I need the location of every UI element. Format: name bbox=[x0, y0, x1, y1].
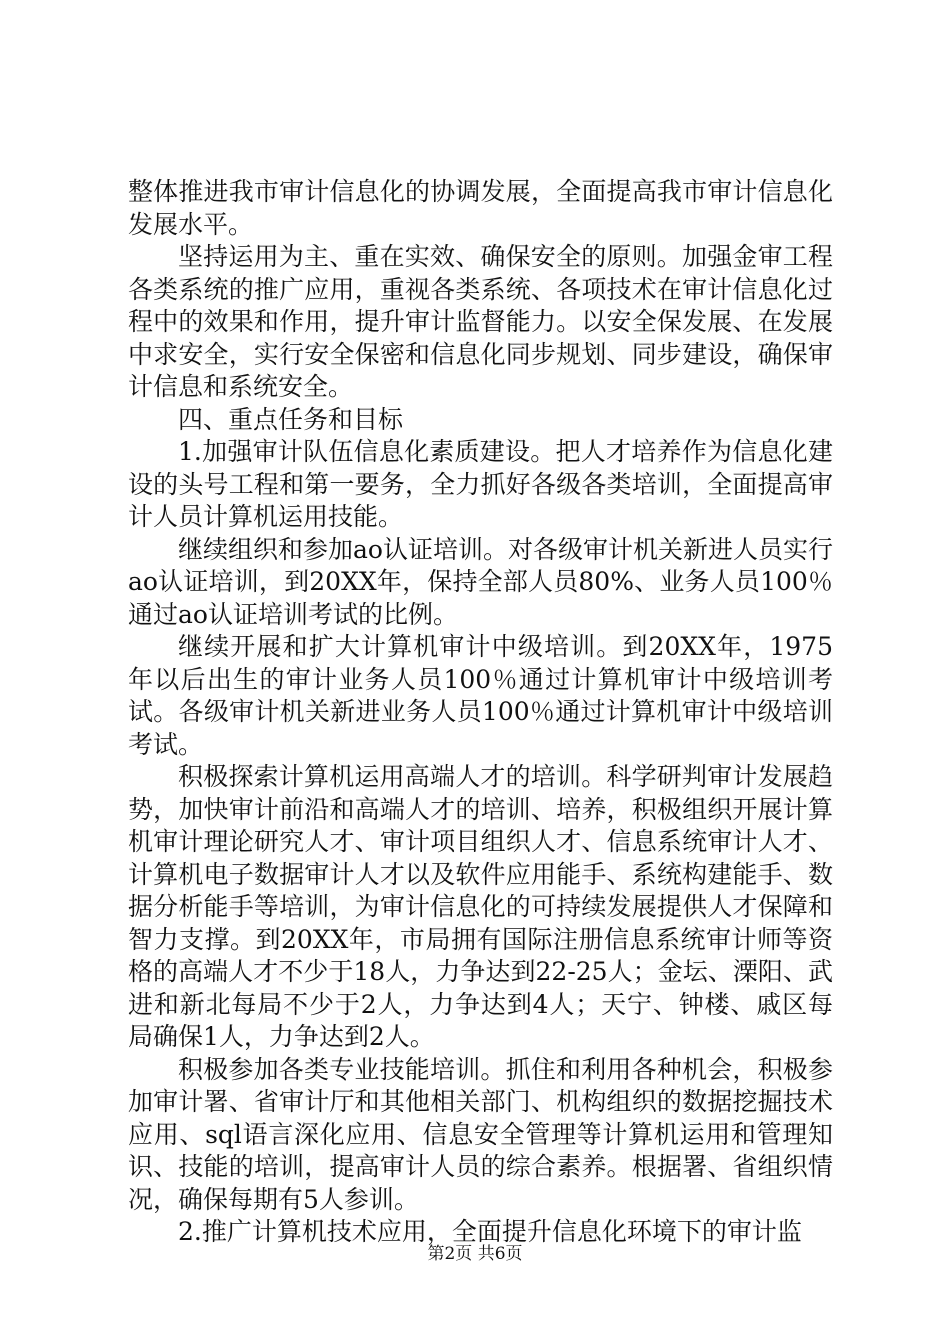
document-body bbox=[128, 176, 833, 1249]
paragraph: 继续开展和扩大计算机审计中级培训。到20XX年，1975年以后出生的审计业务人员100％通过计算机审计中级培训考试。各级审计机关新进业务人员100％通过计算机审计中级培训考试。 bbox=[128, 632, 833, 759]
paragraph: 积极参加各类专业技能培训。抓住和利用各种机会，积极参加审计署、省审计厅和其他相关部门、机构组织的数据挖掘技术应用、sql语言深化应用、信息安全管理等计算机运用和管理知识、技能的培训，提高审计人员的综合素养。根据署、省组织情况，确保每期有5人参训。 bbox=[128, 1054, 833, 1214]
paragraph: 坚持运用为主、重在实效、确保安全的原则。加强金审工程各类系统的推广应用，重视各类系统、各项技术在审计信息化过程中的效果和作用，提升审计监督能力。以安全保发展、在发展中求安全，实行安全保密和信息化同步规划、同步建设，确保审计信息和系统安全。 bbox=[128, 242, 833, 401]
paragraph: 1.加强审计队伍信息化素质建设。把人才培养作为信息化建设的头号工程和第一要务，全力抓好各级各类培训，全面提高审计人员计算机运用技能。 bbox=[128, 437, 833, 531]
paragraph: 2.推广计算机技术应用，全面提升信息化环境下的审计监 bbox=[178, 1217, 802, 1246]
paragraph: 积极探索计算机运用高端人才的培训。科学研判审计发展趋势，加快审计前沿和高端人才的培训、培养，积极组织开展计算机审计理论研究人才、审计项目组织人才、信息系统审计人才、计算机电子数据审计人才以及软件应用能手、系统构建能手、数据分析能手等培训，为审计信息化的可持续发展提供人才保障和智力支撑。到20XX年，市局拥有国际注册信息系统审计师等资格的高端人才不少于18人，力争达到22-25人；金坛、溧阳、武进和新北每局不少于2人，力争达到4人；天宁、钟楼、戚区每局确保1人，力争达到2人。 bbox=[128, 762, 833, 1051]
page-number-footer: 第2页 共6页 bbox=[427, 1244, 523, 1264]
paragraph: 整体推进我市审计信息化的协调发展，全面提高我市审计信息化发展水平。 bbox=[128, 177, 833, 239]
paragraph: 继续组织和参加ao认证培训。对各级审计机关新进人员实行ao认证培训，到20XX年，保持全部人员80%、业务人员100％通过ao认证培训考试的比例。 bbox=[128, 534, 833, 629]
section-heading: 四、重点任务和目标 bbox=[178, 404, 404, 434]
